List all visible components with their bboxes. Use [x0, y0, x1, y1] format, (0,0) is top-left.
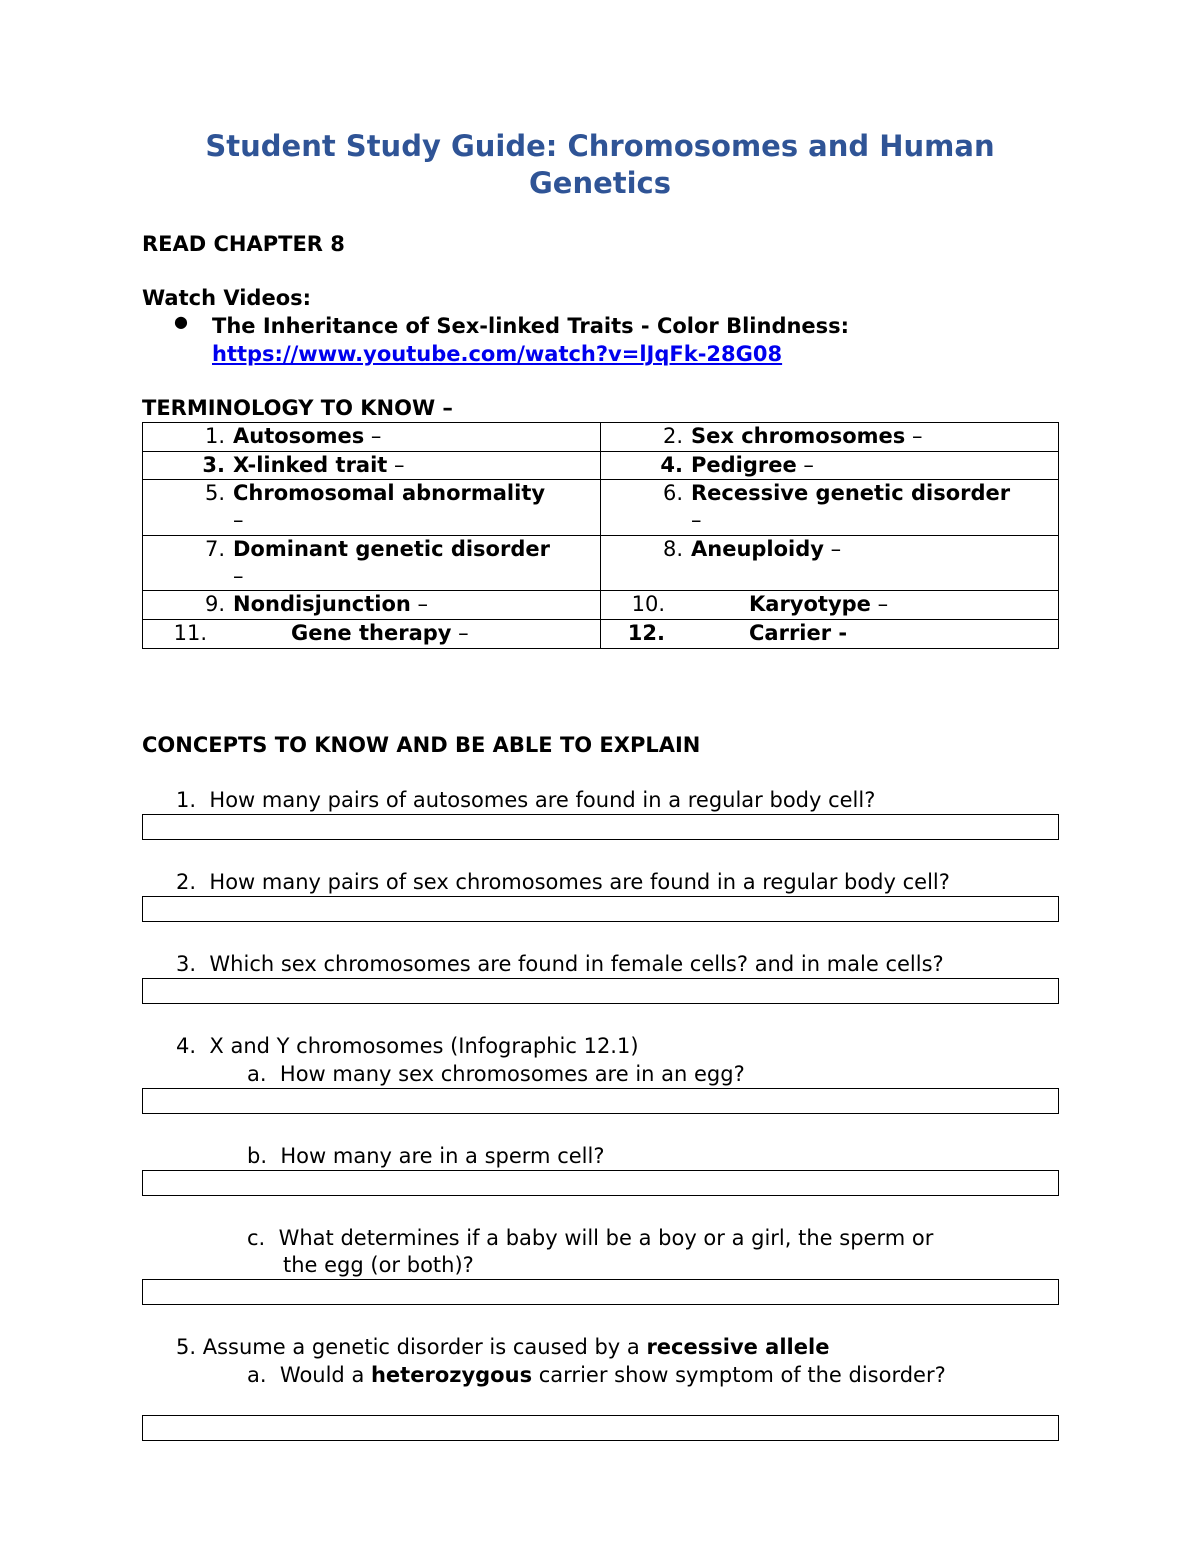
question-text: How many pairs of autosomes are found in a regular body cell?: [209, 788, 876, 812]
question-number: 5.: [176, 1335, 197, 1359]
term-dash: –: [796, 453, 814, 477]
question-text: Which sex chromosomes are found in female cells? and in male cells?: [209, 952, 944, 976]
question-4c: [247, 1224, 933, 1252]
term-dash: -: [831, 621, 848, 645]
term-cell: [143, 536, 601, 591]
term-number: 5.: [204, 481, 225, 505]
term-dash: –: [823, 537, 842, 561]
question-text: X and Y chromosomes (Infographic 12.1): [209, 1034, 639, 1058]
video-link[interactable]: https://www.youtube.com/watch?v=lJqFk-28G08: [212, 342, 783, 366]
question-5: [176, 1333, 829, 1361]
table-row: [143, 423, 1059, 452]
term-number: 7.: [204, 537, 225, 561]
term-cell: [143, 452, 601, 480]
question-text: How many pairs of sex chromosomes are found in a regular body cell?: [209, 870, 950, 894]
term-number: 2.: [662, 424, 683, 448]
table-row: [143, 536, 1059, 591]
term-dash: –: [233, 564, 244, 588]
question-emphasis: recessive allele: [646, 1335, 830, 1359]
answer-field-1[interactable]: [142, 814, 1059, 840]
question-number: 4.: [176, 1034, 197, 1058]
question-letter: a.: [247, 1062, 267, 1086]
question-letter: a.: [247, 1363, 267, 1387]
term-label: Nondisjunction: [233, 592, 411, 616]
term-number: 1.: [204, 424, 225, 448]
term-cell: [601, 591, 1059, 620]
question-number: 2.: [176, 870, 197, 894]
term-number: 8.: [662, 537, 683, 561]
answer-field-4a[interactable]: [142, 1088, 1059, 1114]
term-dash: –: [364, 424, 382, 448]
term-label: Gene therapy: [291, 621, 452, 645]
term-dash: –: [905, 424, 923, 448]
question-text: Assume a genetic disorder is caused by a: [196, 1335, 647, 1359]
bullet-icon: ●: [174, 312, 188, 331]
term-label: X-linked trait: [233, 453, 388, 477]
term-cell: [601, 620, 1059, 649]
question-number: 3.: [176, 952, 197, 976]
table-row: [143, 480, 1059, 536]
term-label: Aneuploidy: [691, 537, 824, 561]
term-number: 3.: [202, 453, 225, 477]
answer-field-4c[interactable]: [142, 1279, 1059, 1305]
terminology-table: [142, 422, 1059, 649]
answer-field-4b[interactable]: [142, 1170, 1059, 1196]
question-4a: [247, 1060, 745, 1088]
term-dash: –: [870, 592, 889, 616]
term-number: 11.: [173, 621, 207, 645]
question-1: [176, 786, 875, 814]
answer-field-5a[interactable]: [142, 1415, 1059, 1441]
term-dash: –: [387, 453, 405, 477]
question-text: Would a: [279, 1363, 371, 1387]
question-5a: [247, 1361, 946, 1389]
term-label: Autosomes: [233, 424, 365, 448]
term-number: 6.: [662, 481, 683, 505]
question-text-end: carrier show symptom of the disorder?: [532, 1363, 946, 1387]
question-4: [176, 1032, 639, 1060]
term-cell: [143, 591, 601, 620]
question-4c-continued: [283, 1251, 474, 1279]
read-chapter-heading: READ CHAPTER 8: [142, 232, 345, 256]
question-text-line-2: the egg (or both)?: [283, 1253, 474, 1277]
term-dash: –: [451, 621, 469, 645]
concepts-heading: CONCEPTS TO KNOW AND BE ABLE TO EXPLAIN: [142, 733, 701, 757]
term-dash: –: [691, 508, 702, 532]
term-cell: [143, 620, 601, 649]
term-cell: [143, 480, 601, 536]
term-label: Recessive genetic disorder: [691, 481, 1011, 505]
video-title: The Inheritance of Sex-linked Traits - Color Blindness:: [212, 314, 850, 338]
term-cell: [601, 452, 1059, 480]
term-dash: –: [410, 592, 429, 616]
question-4b: [247, 1142, 604, 1170]
term-number: 4.: [660, 453, 683, 477]
term-number: 9.: [204, 592, 225, 616]
question-text: How many sex chromosomes are in an egg?: [279, 1062, 745, 1086]
answer-field-3[interactable]: [142, 978, 1059, 1004]
term-cell: [601, 480, 1059, 536]
term-number: 10.: [631, 592, 665, 616]
term-number: 12.: [627, 621, 665, 645]
page-title: [142, 128, 1058, 202]
title-line-1: Student Study Guide: Chromosomes and Human: [205, 129, 995, 163]
table-row: [143, 452, 1059, 480]
terminology-heading: TERMINOLOGY TO KNOW –: [142, 396, 453, 420]
question-letter: b.: [247, 1144, 268, 1168]
question-2: [176, 868, 950, 896]
question-3: [176, 950, 944, 978]
term-cell: [601, 536, 1059, 591]
question-text: How many are in a sperm cell?: [280, 1144, 605, 1168]
table-row: [143, 591, 1059, 620]
term-label: Chromosomal abnormality: [233, 481, 546, 505]
term-cell: [143, 423, 601, 452]
term-label: Karyotype: [749, 592, 871, 616]
table-row: [143, 620, 1059, 649]
question-emphasis: heterozygous: [370, 1363, 533, 1387]
question-letter: c.: [247, 1226, 266, 1250]
watch-videos-heading: Watch Videos:: [142, 286, 312, 310]
title-line-2: Genetics: [528, 166, 672, 200]
term-label: Sex chromosomes: [691, 424, 906, 448]
term-label: Dominant genetic disorder: [233, 537, 550, 561]
question-number: 1.: [176, 788, 197, 812]
answer-field-2[interactable]: [142, 896, 1059, 922]
term-cell: [601, 423, 1059, 452]
term-label: Pedigree: [691, 453, 797, 477]
question-text-line-1: What determines if a baby will be a boy or a girl, the sperm or: [278, 1226, 934, 1250]
term-label: Carrier: [749, 621, 832, 645]
term-dash: –: [233, 508, 244, 532]
